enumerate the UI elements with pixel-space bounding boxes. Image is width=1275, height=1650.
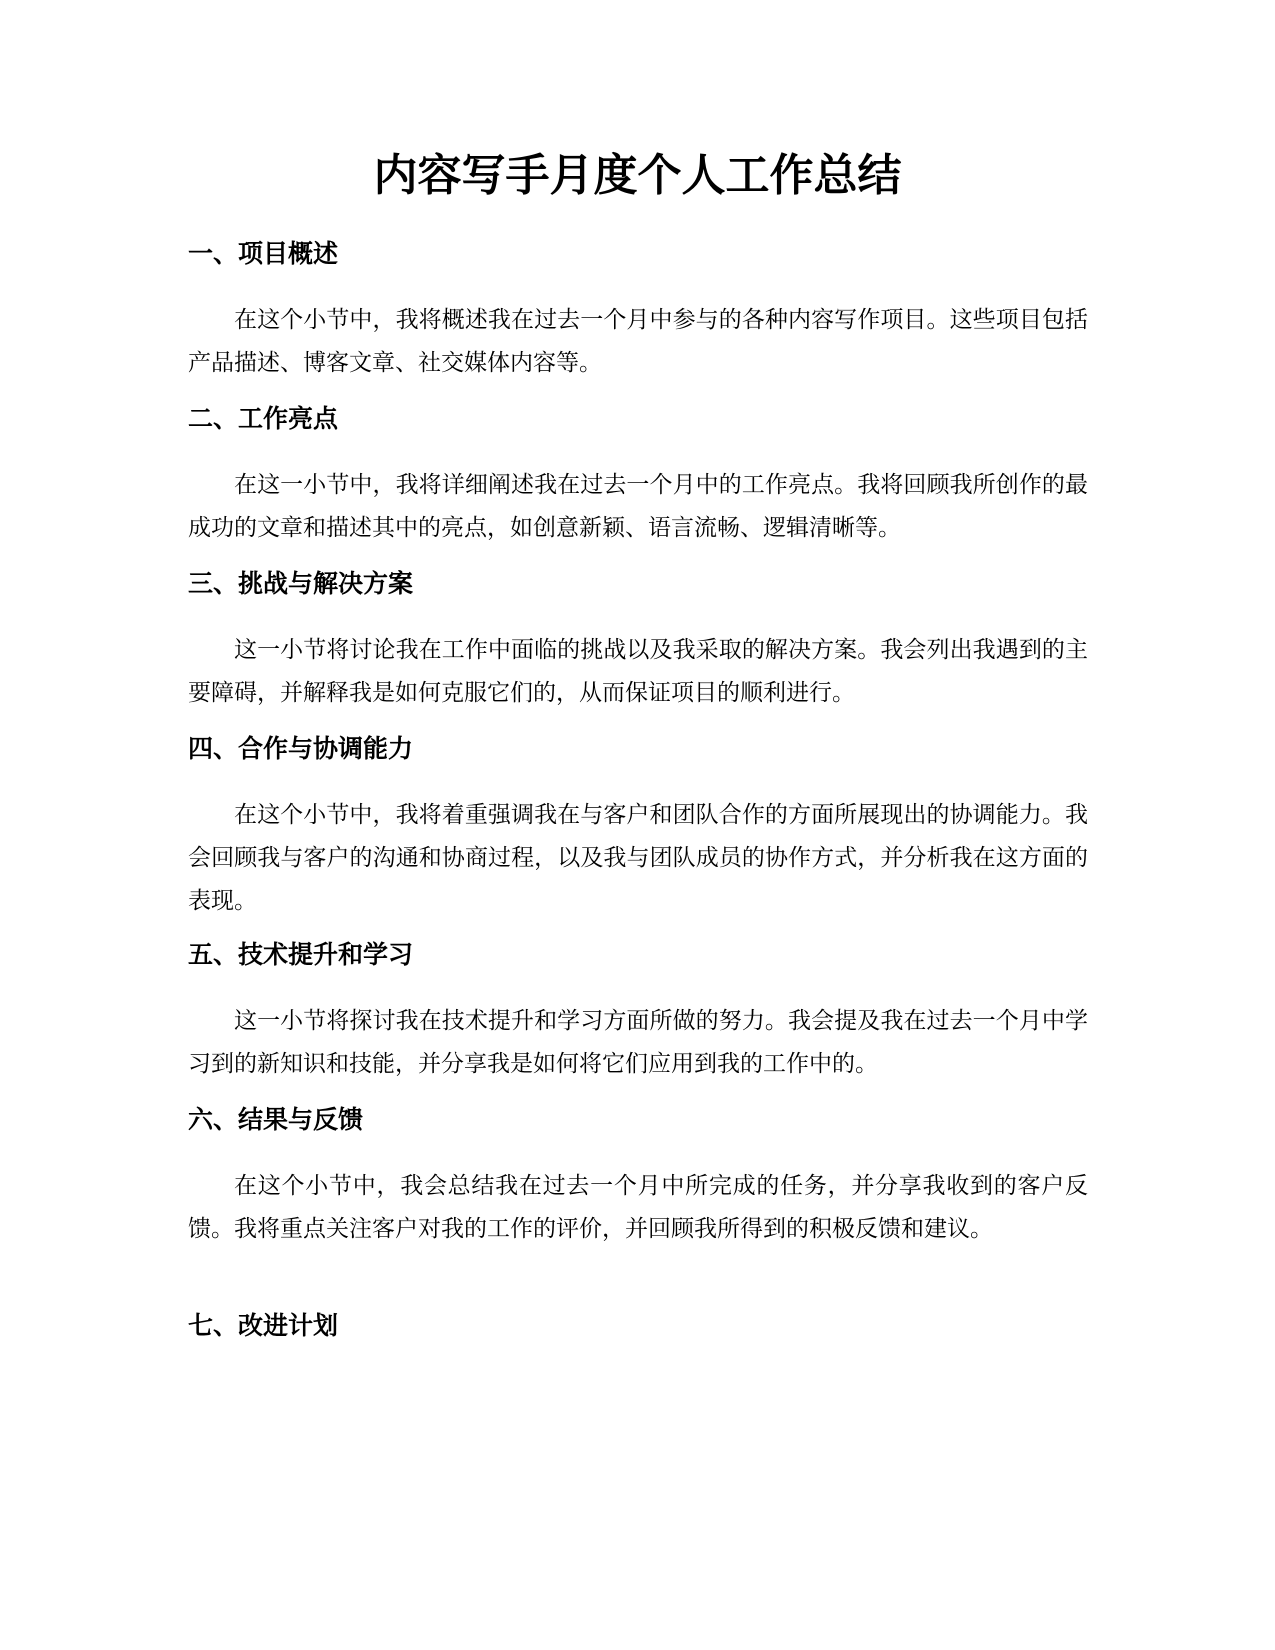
section-work-highlights [188,401,1088,550]
section-body: 在这一小节中，我将详细阐述我在过去一个月中的工作亮点。我将回顾我所创作的最成功的文章和描述其中的亮点，如创意新颖、语言流畅、逻辑清晰等。 [188,472,1088,541]
section-body: 这一小节将讨论我在工作中面临的挑战以及我采取的解决方案。我会列出我遇到的主要障碍，并解释我是如何克服它们的，从而保证项目的顺利进行。 [188,637,1088,706]
section-heading: 五、技术提升和学习 [188,940,414,969]
section-results-feedback [188,1102,1088,1251]
section-project-overview [188,236,1088,385]
section-heading: 一、项目概述 [188,239,339,268]
section-heading: 三、挑战与解决方案 [188,569,414,598]
section-body: 在这个小节中，我会总结我在过去一个月中所完成的任务，并分享我收到的客户反馈。我将重点关注客户对我的工作的评价，并回顾我所得到的积极反馈和建议。 [188,1173,1088,1242]
section-heading: 二、工作亮点 [188,404,339,433]
section-challenges-solutions [188,566,1088,715]
document-title: 内容写手月度个人工作总结 [373,150,902,201]
section-collaboration [188,731,1088,923]
section-improvement-plan [188,1308,1088,1371]
section-body: 在这个小节中，我将着重强调我在与客户和团队合作的方面所展现出的协调能力。我会回顾我与客户的沟通和协商过程，以及我与团队成员的协作方式，并分析我在这方面的表现。 [188,802,1088,914]
section-heading: 四、合作与协调能力 [188,734,414,763]
section-heading: 七、改进计划 [188,1311,339,1340]
section-body: 这一小节将探讨我在技术提升和学习方面所做的努力。我会提及我在过去一个月中学习到的新知识和技能，并分享我是如何将它们应用到我的工作中的。 [188,1008,1088,1077]
section-body: 在这个小节中，我将概述我在过去一个月中参与的各种内容写作项目。这些项目包括产品描述、博客文章、社交媒体内容等。 [188,307,1088,376]
section-heading: 六、结果与反馈 [188,1105,364,1134]
section-tech-learning [188,937,1088,1086]
